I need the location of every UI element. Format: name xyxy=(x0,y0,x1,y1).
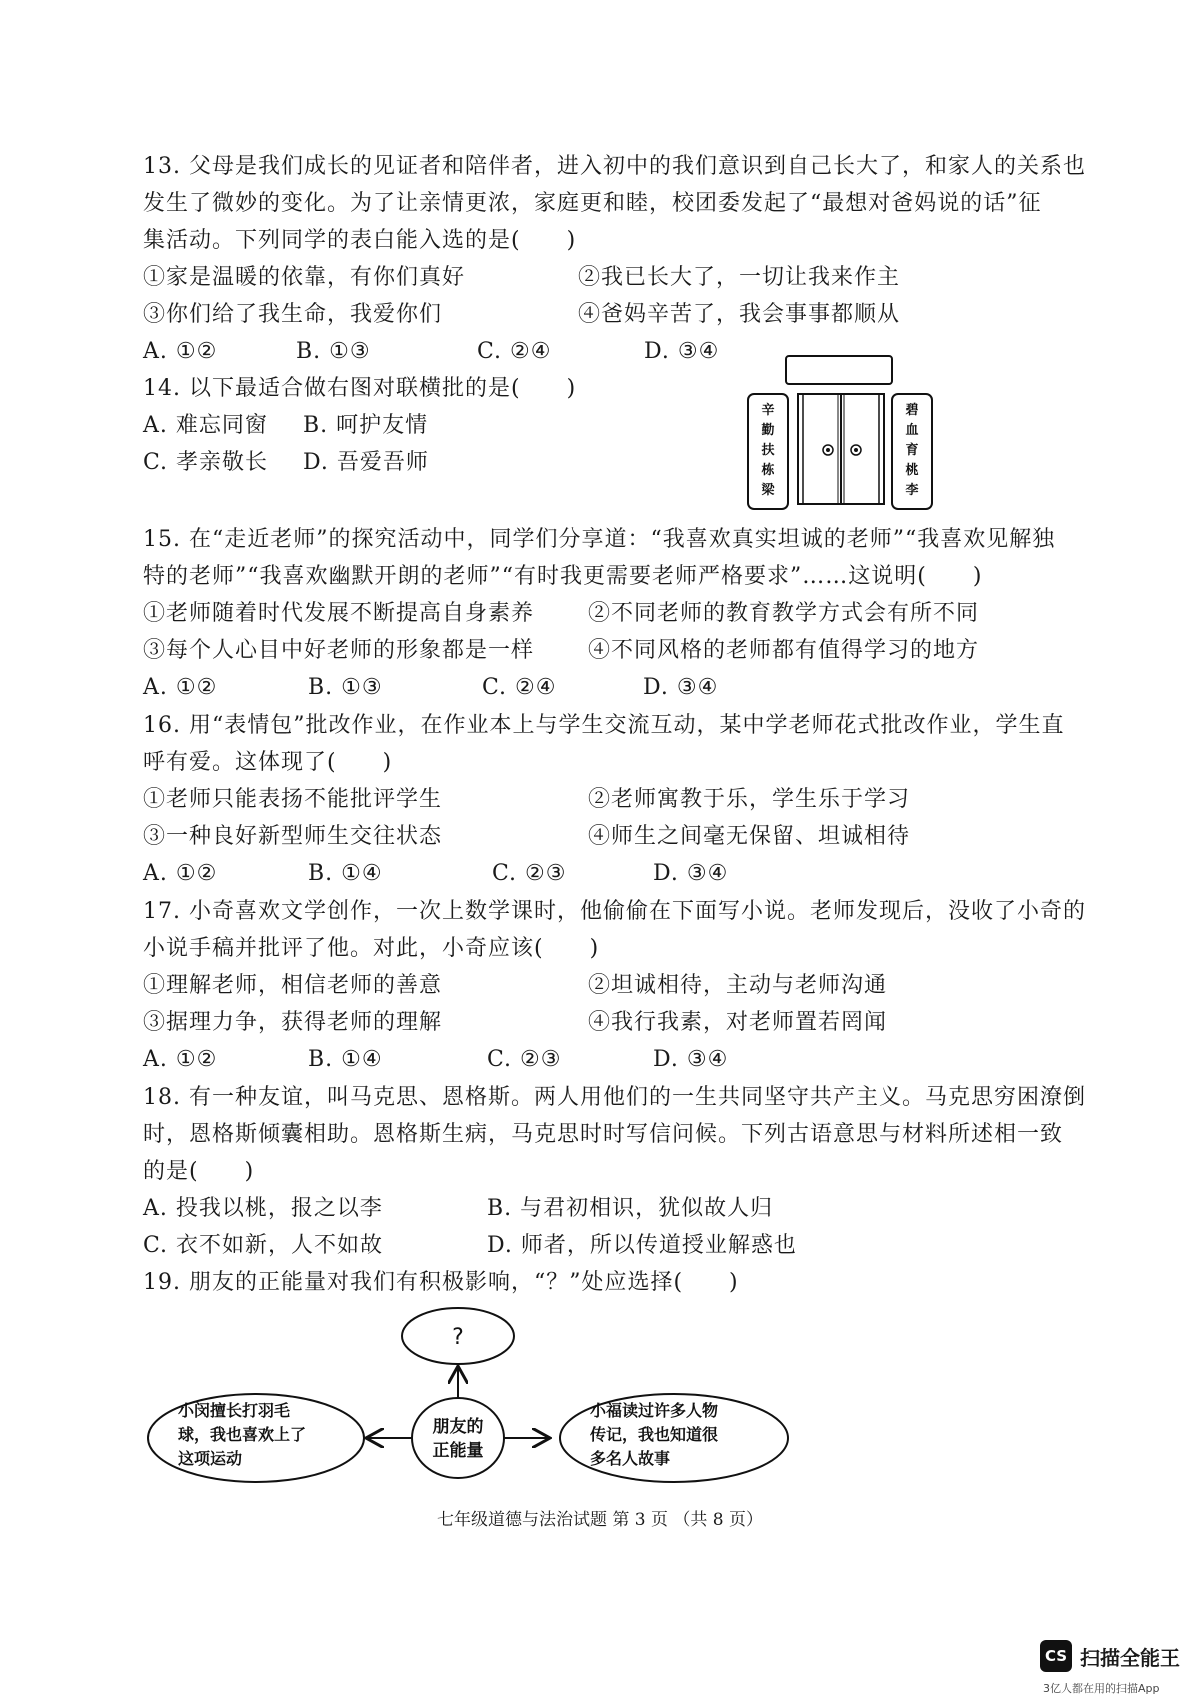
q16-choice-b: B. ①④ xyxy=(308,861,383,886)
q17-item-4: ④我行我素，对老师置若罔闻 xyxy=(588,1010,888,1035)
q17-item-3: ③据理力争，获得老师的理解 xyxy=(143,1010,443,1035)
couplet-right-char: 李 xyxy=(905,483,919,498)
q15-choice-b: B. ①③ xyxy=(308,675,383,700)
q16-item-1: ①老师只能表扬不能批评学生 xyxy=(143,787,443,812)
q14-choice-a: A. 难忘同窗 xyxy=(143,413,268,438)
q19-left-line-3: 这项运动 xyxy=(178,1449,243,1468)
q15-choice-d: D. ③④ xyxy=(643,675,719,700)
couplet-right-char: 育 xyxy=(905,443,919,458)
q19-question-mark: ? xyxy=(452,1325,464,1350)
couplet-banner-blank xyxy=(786,356,892,384)
q16-choice-d: D. ③④ xyxy=(653,861,729,886)
q15-line-2: 特的老师”“我喜欢幽默开朗的老师”“有时我更需要老师严格要求”……这说明( ) xyxy=(143,564,983,589)
couplet-right-char: 桃 xyxy=(905,463,919,478)
couplet-left-char: 勤 xyxy=(761,423,775,438)
couplet-left-char: 梁 xyxy=(761,483,775,498)
q16-item-4: ④师生之间毫无保留、坦诚相待 xyxy=(588,824,911,849)
q13-choice-d: D. ③④ xyxy=(644,339,720,364)
q19-right-line-2: 传记，我也知道很 xyxy=(590,1425,719,1444)
q13-choice-a: A. ①② xyxy=(143,339,218,364)
couplet-left-char: 扶 xyxy=(761,443,775,458)
q16-line-2: 呼有爱。这体现了( ) xyxy=(143,750,393,775)
couplet-left-char: 辛 xyxy=(761,403,775,418)
q17-item-1: ①理解老师，相信老师的善意 xyxy=(143,973,443,998)
q17-choice-c: C. ②③ xyxy=(487,1047,562,1072)
q13-item-4: ④爸妈辛苦了，我会事事都顺从 xyxy=(578,302,901,327)
q13-item-3: ③你们给了我生命，我爱你们 xyxy=(143,302,443,327)
q19-right-line-1: 小福读过许多人物 xyxy=(590,1401,719,1420)
q19-left-line-2: 球，我也喜欢上了 xyxy=(178,1425,307,1444)
q15-item-3: ③每个人心目中好老师的形象都是一样 xyxy=(143,638,535,663)
q16-line-1: 16. 用“表情包”批改作业，在作业本上与学生交流互动，某中学老师花式批改作业，学生直 xyxy=(143,713,1065,738)
q15-line-1: 15. 在“走近老师”的探究活动中，同学们分享道：“我喜欢真实坦诚的老师”“我喜欢见解独 xyxy=(143,527,1056,552)
q19-stem: 19. 朋友的正能量对我们有积极影响，“？”处应选择( ) xyxy=(143,1270,739,1295)
q18-choice-c: C. 衣不如新，人不如故 xyxy=(143,1233,384,1258)
q13-line-2: 发生了微妙的变化。为了让亲情更浓，家庭更和睦，校团委发起了“最想对爸妈说的话”征 xyxy=(143,191,1042,216)
q19-right-line-3: 多名人故事 xyxy=(590,1449,671,1468)
q17-line-2: 小说手稿并批评了他。对此，小奇应该( ) xyxy=(143,936,600,961)
q18-line-3: 的是( ) xyxy=(143,1159,255,1184)
q18-line-1: 18. 有一种友谊，叫马克思、恩格斯。两人用他们的一生共同坚守共产主义。马克思穷困潦倒 xyxy=(143,1085,1086,1110)
q18-choice-a: A. 投我以桃，报之以李 xyxy=(143,1196,383,1221)
q13-item-2: ②我已长大了，一切让我来作主 xyxy=(578,265,901,290)
q19-left-line-1: 小闵擅长打羽毛 xyxy=(178,1401,291,1420)
watermark-app-name: 扫描全能王 xyxy=(1080,1645,1180,1670)
q18-line-2: 时，恩格斯倾囊相助。恩格斯生病，马克思时时写信问候。下列古语意思与材料所述相一致 xyxy=(143,1122,1064,1147)
q17-choice-a: A. ①② xyxy=(143,1047,218,1072)
couplet-left-char: 栋 xyxy=(761,463,775,478)
q17-choice-b: B. ①④ xyxy=(308,1047,383,1072)
couplet-door-figure xyxy=(740,350,950,515)
q13-item-1: ①家是温暖的依靠，有你们真好 xyxy=(143,265,466,290)
q19-center-line-2: 正能量 xyxy=(432,1441,484,1461)
q15-choice-c: C. ②④ xyxy=(482,675,557,700)
q13-choice-b: B. ①③ xyxy=(296,339,371,364)
camscanner-logo-icon: CS xyxy=(1040,1640,1072,1672)
q16-choice-c: C. ②③ xyxy=(492,861,567,886)
q17-line-1: 17. 小奇喜欢文学创作，一次上数学课时，他偷偷在下面写小说。老师发现后，没收了小奇的 xyxy=(143,899,1086,924)
q17-item-2: ②坦诚相待，主动与老师沟通 xyxy=(588,973,888,998)
q15-item-1: ①老师随着时代发展不断提高自身素养 xyxy=(143,601,535,626)
q18-choice-b: B. 与君初相识，犹似故人归 xyxy=(487,1196,774,1221)
q14-choice-c: C. 孝亲敬长 xyxy=(143,450,269,475)
couplet-right-char: 血 xyxy=(905,423,919,438)
q14-stem: 14. 以下最适合做右图对联横批的是( ) xyxy=(143,376,577,401)
q16-item-3: ③一种良好新型师生交往状态 xyxy=(143,824,443,849)
scanner-watermark xyxy=(1040,1640,1180,1672)
q17-choice-d: D. ③④ xyxy=(653,1047,729,1072)
q13-line-1: 13. 父母是我们成长的见证者和陪伴者，进入初中的我们意识到自己长大了，和家人的关系也 xyxy=(143,154,1086,179)
q14-choice-b: B. 呵护友情 xyxy=(303,413,429,438)
q16-item-2: ②老师寓教于乐，学生乐于学习 xyxy=(588,787,911,812)
watermark-tagline: 3亿人都在用的扫描App xyxy=(1043,1682,1160,1695)
q14-choice-d: D. 吾爱吾师 xyxy=(303,450,429,475)
q16-choice-a: A. ①② xyxy=(143,861,218,886)
q13-line-3: 集活动。下列同学的表白能入选的是( ) xyxy=(143,228,577,253)
q19-concept-diagram xyxy=(140,1300,800,1490)
q15-item-4: ④不同风格的老师都有值得学习的地方 xyxy=(588,638,980,663)
q15-choice-a: A. ①② xyxy=(143,675,218,700)
q19-center-line-1: 朋友的 xyxy=(432,1417,484,1437)
page-footer: 七年级道德与法治试题 第 3 页 （共 8 页） xyxy=(436,1510,764,1530)
couplet-right-char: 碧 xyxy=(905,403,919,418)
q19-center-bubble xyxy=(412,1398,504,1478)
q15-item-2: ②不同老师的教育教学方式会有所不同 xyxy=(588,601,980,626)
q13-choice-c: C. ②④ xyxy=(477,339,552,364)
q18-choice-d: D. 师者，所以传道授业解惑也 xyxy=(487,1233,797,1258)
